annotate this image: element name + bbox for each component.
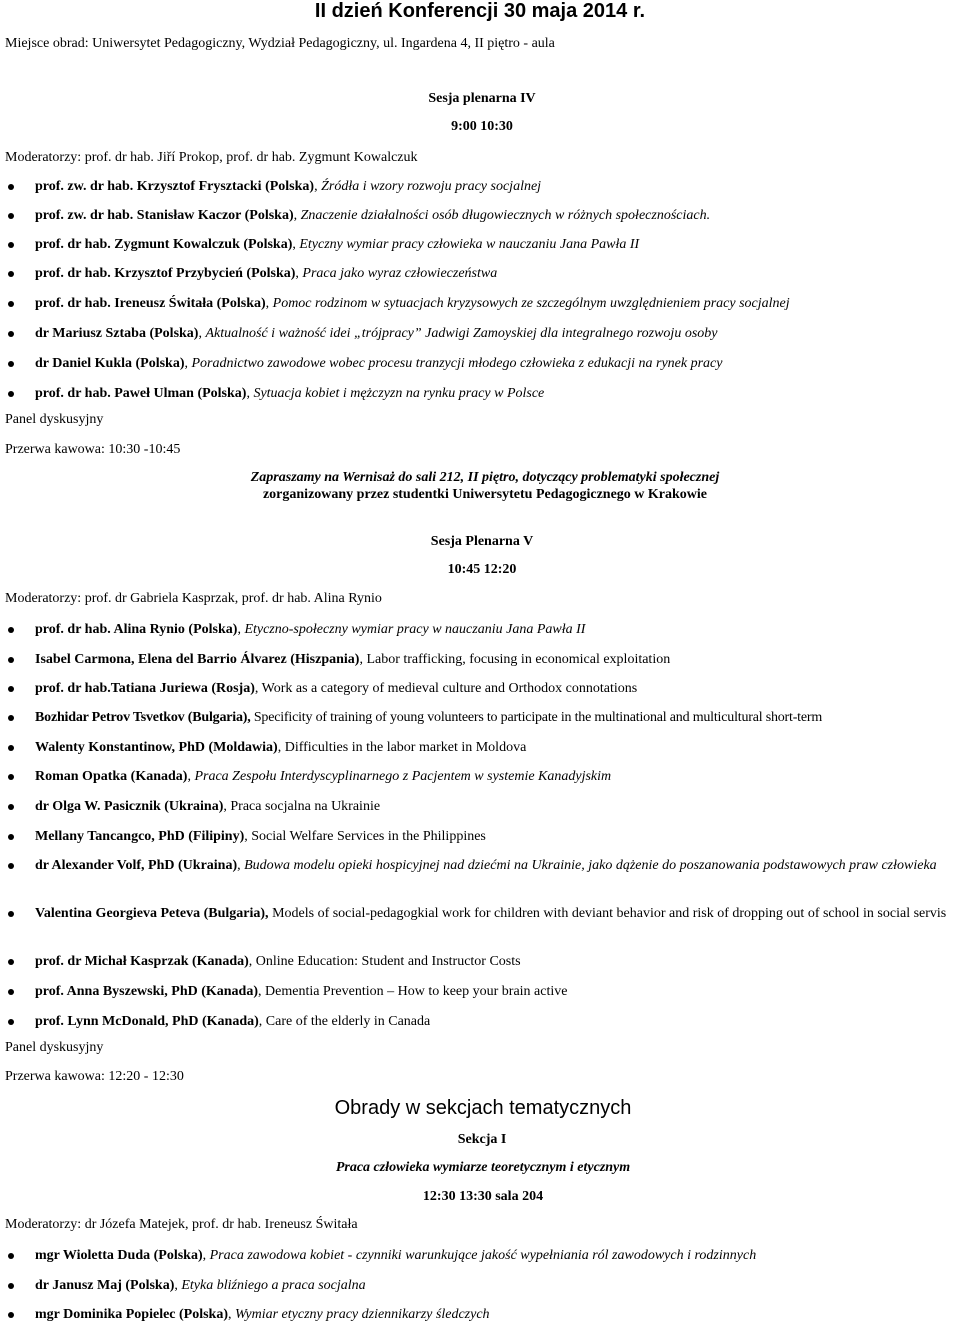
talk-title: Sytuacja kobiet i mężczyzn na rynku pracy w Polsce [253, 386, 545, 401]
talk-title: Models of social-pedagogkial work for children with deviant behavior and risk of dropping out of school in social servis [272, 906, 947, 921]
session4-panel: Panel dyskusyjny [5, 412, 104, 427]
talk-title: Aktualność i ważność idei „trójpracy” Jadwigi Zamoyskiej dla integralnego rozwoju osoby [205, 326, 718, 341]
bullet [8, 715, 14, 721]
exhibition-line1: Zapraszamy na Wernisaż do sali 212, II piętro, dotyczący problematyki społecznej [250, 470, 720, 485]
speaker-name: Valentina Georgieva Peteva (Bulgaria), [35, 906, 269, 921]
speaker-name: prof. Lynn McDonald, PhD (Kanada) [35, 1014, 259, 1029]
talk-title: Dementia Prevention – How to keep your brain active [265, 984, 568, 999]
bullet [8, 686, 14, 692]
bullet [8, 242, 14, 248]
bullet [8, 213, 14, 219]
bullet [8, 863, 14, 869]
talk-title: Etyczny wymiar pracy człowieka w nauczaniu Jana Pawła II [299, 237, 640, 252]
talk-title: Praca Zespołu Interdyscyplinarnego z Pacjentem w systemie Kanadyjskim [194, 769, 612, 784]
talk-title: Social Welfare Services in the Philippines [251, 829, 486, 844]
speaker-name: dr Daniel Kukla (Polska) [35, 356, 185, 371]
bullet [8, 331, 14, 337]
exhibition-line2: zorganizowany przez studentki Uniwersytetu Pedagogicznego w Krakowie [262, 487, 708, 502]
session5-title: Sesja Plenarna V [430, 534, 534, 549]
section1-time: 12:30 13:30 sala 204 [422, 1189, 544, 1204]
talk-title: Wymiar etyczny pracy dziennikarzy śledczych [235, 1307, 490, 1322]
talk-title: Etyka bliźniego a praca socjalna [181, 1278, 366, 1293]
bullet [8, 391, 14, 397]
speaker-name: prof. zw. dr hab. Krzysztof Frysztacki (Polska) [35, 179, 315, 194]
talk-title: Praca zawodowa kobiet - czynniki warunkujące jakość wypełniania ról zawodowych i rodzinnych [209, 1248, 757, 1263]
bullet [8, 1312, 14, 1318]
bullet [8, 774, 14, 780]
bullet [8, 911, 14, 917]
session5-panel: Panel dyskusyjny [5, 1040, 104, 1055]
speaker-name: Roman Opatka (Kanada) [35, 769, 188, 784]
session4-title: Sesja plenarna IV [428, 91, 536, 106]
session4-moderators: Moderatorzy: prof. dr hab. Jiří Prokop, prof. dr hab. Zygmunt Kowalczuk [5, 150, 418, 165]
speaker-name: prof. dr hab. Alina Rynio (Polska) [35, 622, 238, 637]
page-title: II dzień Konferencji 30 maja 2014 r. [314, 0, 646, 22]
speaker-name: prof. dr hab. Ireneusz Świtała (Polska) [35, 296, 266, 311]
talk-title: Praca jako wyraz człowieczeństwa [302, 266, 498, 281]
talk-title: Difficulties in the labor market in Moldova [284, 740, 527, 755]
bullet [8, 834, 14, 840]
talk-title: Budowa modelu opieki hospicyjnej nad dziećmi na Ukrainie, jako dążenie do poszanowania podstawowych praw człowieka [244, 858, 937, 873]
section1-moderators: Moderatorzy: dr Józefa Matejek, prof. dr hab. Ireneusz Świtała [5, 1217, 358, 1232]
session4-time: 9:00 10:30 [451, 119, 513, 134]
speaker-name: Bozhidar Petrov Tsvetkov (Bulgaria), [35, 710, 251, 725]
speaker-name: dr Alexander Volf, PhD (Ukraina) [35, 858, 238, 873]
speaker-name: dr Olga W. Pasicznik (Ukraina) [35, 799, 224, 814]
bullet [8, 301, 14, 307]
bullet [8, 657, 14, 663]
speaker-name: Isabel Carmona, Elena del Barrio Álvarez (Hiszpania) [35, 652, 360, 667]
talk-title: Care of the elderly in Canada [265, 1014, 431, 1029]
bullet [8, 627, 14, 633]
talk-title: Labor trafficking, focusing in economical exploitation [366, 652, 671, 667]
talk-title: Online Education: Student and Instructor Costs [255, 954, 521, 969]
bullet [8, 184, 14, 190]
bullet [8, 1253, 14, 1259]
speaker-name: mgr Dominika Popielec (Polska) [35, 1307, 229, 1322]
speaker-name: prof. zw. dr hab. Stanisław Kaczor (Polska) [35, 208, 294, 223]
talk-title: Praca socjalna na Ukrainie [230, 799, 381, 814]
speaker-name: Walenty Konstantinow, PhD (Moldawia) [35, 740, 278, 755]
speaker-name: prof. dr hab. Krzysztof Przybycień (Polska) [35, 266, 296, 281]
section1-title: Sekcja I [457, 1132, 507, 1147]
talk-title: Etyczno-społeczny wymiar pracy w nauczaniu Jana Pawła II [244, 622, 586, 637]
section1-subtitle: Praca człowieka wymiarze teoretycznym i etycznym [335, 1160, 631, 1175]
bullet [8, 959, 14, 965]
speaker-name: Mellany Tancangco, PhD (Filipiny) [35, 829, 245, 844]
sections-heading: Obrady w sekcjach tematycznych [334, 1097, 632, 1119]
bullet [8, 1283, 14, 1289]
bullet [8, 1019, 14, 1025]
talk-title: Źródła i wzory rozwoju pracy socjalnej [321, 179, 542, 194]
talk-title: Specificity of training of young volunteers to participate in the multinational and multicultural short-term [253, 710, 823, 725]
bullet [8, 745, 14, 751]
talk-title: Work as a category of medieval culture and Orthodox connotations [261, 681, 638, 696]
bullet [8, 271, 14, 277]
session5-moderators: Moderatorzy: prof. dr Gabriela Kasprzak, prof. dr hab. Alina Rynio [5, 591, 382, 606]
speaker-name: prof. dr Michał Kasprzak (Kanada) [35, 954, 249, 969]
speaker-name: prof. Anna Byszewski, PhD (Kanada) [35, 984, 259, 999]
venue-line: Miejsce obrad: Uniwersytet Pedagogiczny, Wydział Pedagogiczny, ul. Ingardena 4, II piętro - aula [5, 36, 555, 51]
talk-title: Znaczenie działalności osób długowiecznych w różnych społecznościach. [300, 208, 711, 223]
bullet [8, 361, 14, 367]
bullet [8, 989, 14, 995]
speaker-name: dr Janusz Maj (Polska) [35, 1278, 175, 1293]
talk-title: Pomoc rodzinom w sytuacjach kryzysowych ze szczególnym uwzględnieniem pracy socjalnej [272, 296, 790, 311]
speaker-name: dr Mariusz Sztaba (Polska) [35, 326, 199, 341]
session4-break: Przerwa kawowa: 10:30 -10:45 [5, 442, 181, 457]
bullet [8, 804, 14, 810]
talk-title: Poradnictwo zawodowe wobec procesu tranzycji młodego człowieka z edukacji na rynek pracy [191, 356, 723, 371]
speaker-name: prof. dr hab. Paweł Ulman (Polska) [35, 386, 247, 401]
speaker-name: prof. dr hab.Tatiana Juriewa (Rosja) [35, 681, 255, 696]
speaker-name: mgr Wioletta Duda (Polska) [35, 1248, 203, 1263]
session5-break: Przerwa kawowa: 12:20 - 12:30 [5, 1069, 184, 1084]
speaker-name: prof. dr hab. Zygmunt Kowalczuk (Polska) [35, 237, 293, 252]
session5-time: 10:45 12:20 [447, 562, 517, 577]
